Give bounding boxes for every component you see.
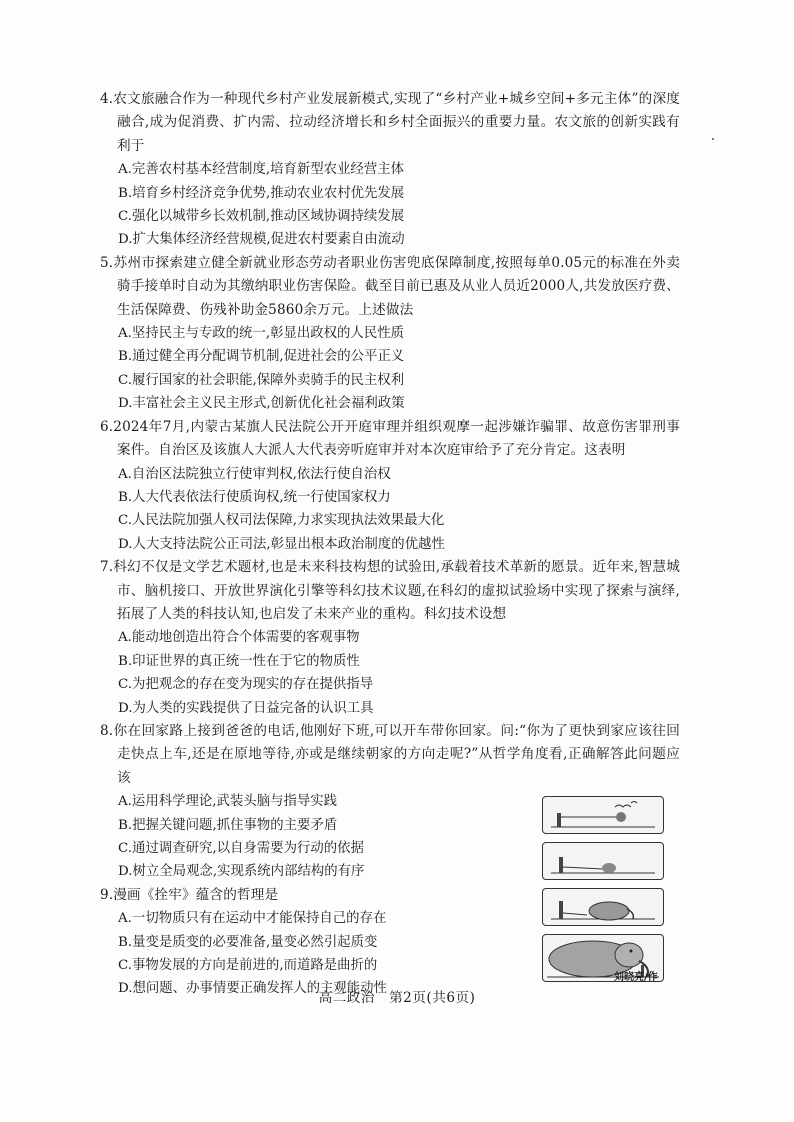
answer-option-a: A.完善农村基本经营制度,培育新型农业经营主体	[118, 162, 404, 178]
question-7	[100, 556, 680, 720]
cartoon-credit: 刘晓亮/作	[614, 972, 658, 983]
answer-option-d: D.想问题、办事情要正确发挥人的主观能动性	[118, 981, 387, 997]
answer-option-b: B.通过健全再分配调节机制,促进社会的公平正义	[118, 349, 405, 365]
question-stem: 9.漫画《拴牢》蕴含的哲理是	[100, 886, 279, 903]
answer-option-d: D.为人类的实践提供了日益完备的认识工具	[118, 700, 374, 716]
answer-option-a: A.坚持民主与专政的统一,彰显出政权的人民性质	[118, 326, 404, 342]
question-stem: 5.苏州市探索建立健全新就业形态劳动者职业伤害兜底保障制度,按照每单0.05元的标准在外卖骑手接单时自动为其缴纳职业伤害保险。截至目前已惠及从业人员近2000人,共发放医疗费、生活保障费、伤残补助金5860余万元。上述做法	[100, 254, 680, 318]
page-footer: 高二政治 第2页(共6页)	[318, 990, 476, 1006]
question-stem: 7.科幻不仅是文学艺术题材,也是未来科技构想的试验田,承载着技术革新的愿景。近年来,智慧城市、脑机接口、开放世界演化引擎等科幻技术议题,在科幻的虚拟试验场中实现了探索与演绎,拓展了人类的科技认知,也启发了未来产业的重构。科幻技术设想	[100, 559, 680, 622]
answer-option-d: D.树立全局观念,实现系统内部结构的有序	[118, 864, 365, 880]
answer-option-b: B.印证世界的真正统一性在于它的物质性	[118, 653, 360, 669]
answer-option-d: D.丰富社会主义民主形式,创新优化社会福利政策	[118, 396, 405, 412]
cartoon-shuanlao	[542, 796, 664, 990]
answer-option-c: C.强化以城带乡长效机制,推动区域协调持续发展	[118, 209, 405, 225]
answer-option-c: C.人民法院加强人权司法保障,力求实现执法效果最大化	[118, 513, 445, 529]
answer-option-c: C.为把观念的存在变为现实的存在提供指导	[118, 677, 374, 693]
answer-option-b: B.把握关键问题,抓住事物的主要矛盾	[118, 817, 338, 833]
answer-option-a: A.自治区法院独立行使审判权,依法行使自治权	[118, 466, 391, 482]
answer-option-d: D.扩大集体经济经营规模,促进农村要素自由流动	[118, 232, 405, 248]
answer-option-a: A.能动地创造出符合个体需要的客观事物	[118, 630, 360, 646]
answer-option-c: C.通过调查研究,以自身需要为行动的依据	[118, 841, 364, 856]
answer-option-b: B.人大代表依法行使质询权,统一行使国家权力	[118, 489, 391, 505]
question-stem: 8.你在回家路上接到爸爸的电话,他刚好下班,可以开车带你回家。问:“你为了更快到家应该往回走快点上车,还是在原地等待,亦或是继续朝家的方向走呢?”从哲学角度看,正确解答此问题应该	[100, 722, 680, 786]
answer-option-a: A.一切物质只有在运动中才能保持自己的存在	[118, 911, 387, 927]
answer-option-b: B.量变是质变的必要准备,量变必然引起质变	[118, 934, 378, 950]
answer-option-a: A.运用科学理论,武装头脑与指导实践	[118, 794, 338, 810]
answer-option-d: D.人大支持法院公正司法,彰显出根本政治制度的优越性	[118, 536, 445, 552]
question-4	[100, 88, 680, 252]
cartoon-panel-2	[542, 842, 664, 880]
answer-option-c: C.事物发展的方向是前进的,而道路是曲折的	[118, 958, 378, 974]
question-6	[100, 416, 680, 556]
question-5	[100, 252, 680, 416]
answer-option-c: C.履行国家的社会职能,保障外卖骑手的民主权利	[118, 372, 405, 388]
question-stem: 4.农文旅融合作为一种现代乡村产业发展新模式,实现了“乡村产业+城乡空间+多元主体”的深度融合,成为促消费、扩内需、拉动经济增长和乡村全面振兴的重要力量。农文旅的创新实践有利于	[100, 91, 680, 154]
question-stem: 6.2024年7月,内蒙古某旗人民法院公开开庭审理并组织观摩一起涉嫌诈骗罪、故意伤害罪刑事案件。自治区及该旗人大派人大代表旁听庭审并对本次庭审给予了充分肯定。这表明	[100, 418, 680, 459]
answer-option-b: B.培育乡村经济竞争优势,推动农业农村优先发展	[118, 185, 405, 201]
scan-speck	[712, 138, 714, 140]
cartoon-panel-1	[542, 796, 664, 834]
cartoon-panel-3	[542, 888, 664, 926]
